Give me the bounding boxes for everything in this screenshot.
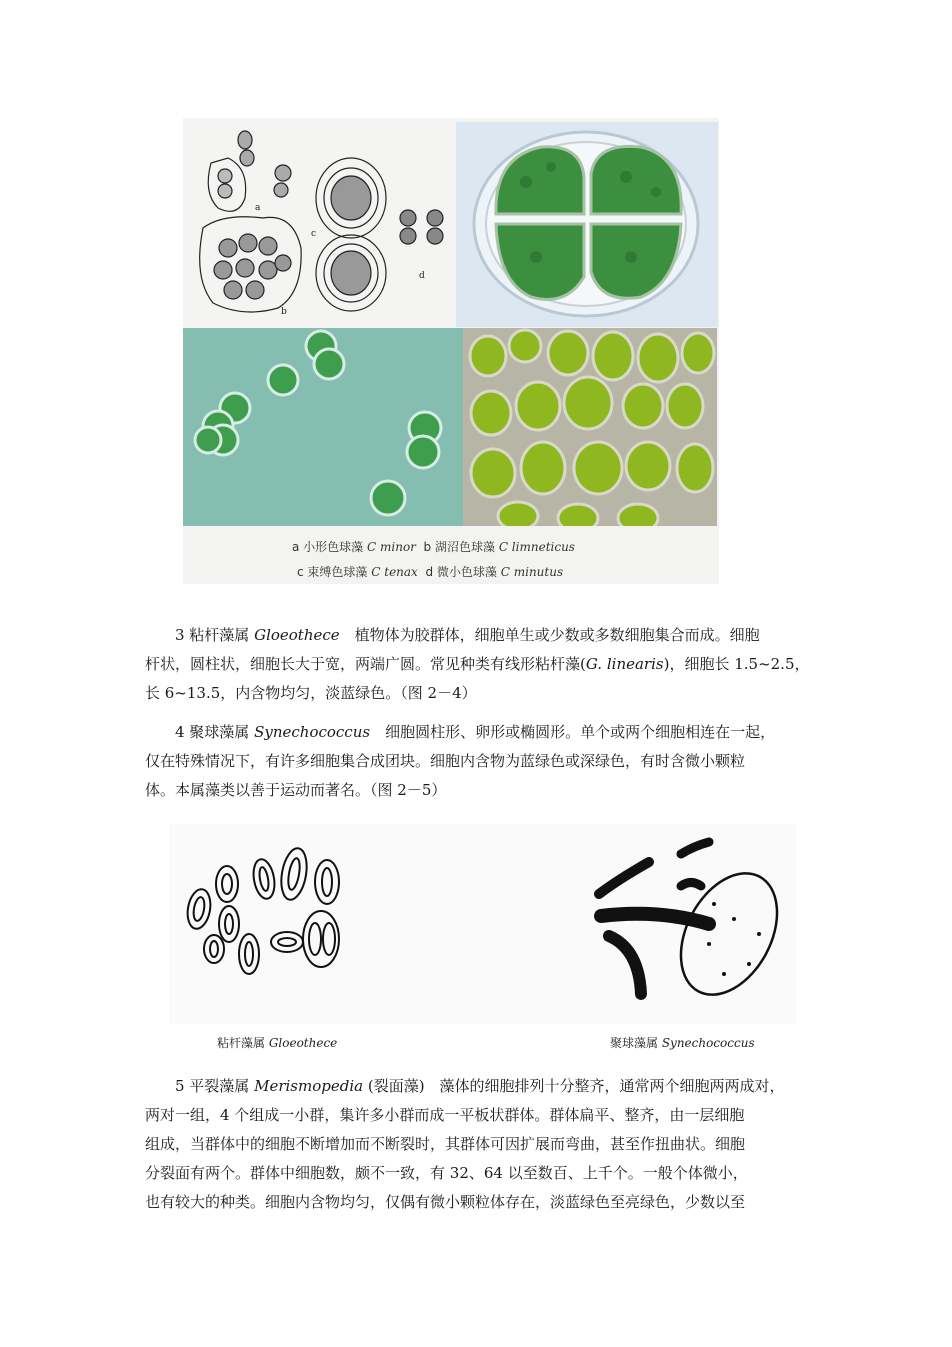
section3-line1: 3 粘杆藻属 Gloeothece 植物体为胶群体，细胞单生或少数或多数细胞集合而成。细胞 xyxy=(175,626,760,644)
section4-line3: 体。本属藻类以善于运动而著名。（图 2－5） xyxy=(145,781,447,799)
caption-c-label: c 束缚色球藻 xyxy=(297,565,368,579)
caption-d-label: d 微小色球藻 xyxy=(425,565,497,579)
section5-line1: 5 平裂藻属 Merismopedia (裂面藻) 藻体的细胞排列十分整齐，通常两个细胞两两成对， xyxy=(175,1077,785,1095)
section3-line2: 杆状，圆柱状，细胞长大于宽，两端广圆。常见种类有线形粘杆藻(G. linearis)，细胞长 1.5~2.5， xyxy=(145,655,810,673)
figure-line-drawing-chroococcus xyxy=(183,118,455,328)
section5-line3: 组成，当群体中的细胞不断增加而不断裂时，其群体可因扩展而弯曲，甚至作扭曲状。细胞 xyxy=(145,1135,746,1153)
panel-label-c: c xyxy=(311,229,317,239)
figure1-caption-line1 xyxy=(292,538,575,555)
panel-label-b: b xyxy=(281,307,287,317)
figure2-caption-left: 粘杆藻属 Gloeothece xyxy=(217,1036,338,1050)
figure-gloeothece-synechococcus xyxy=(169,824,796,1024)
section5-line5: 也有较大的种类。细胞内含物均匀，仅偶有微小颗粒体存在，淡蓝绿色至亮绿色，少数以至 xyxy=(145,1193,746,1211)
caption-b-latin: C limneticus xyxy=(498,540,575,554)
micrograph-four-cell-colony xyxy=(456,122,718,327)
section4-line2: 仅在特殊情况下，有许多细胞集合成团块。细胞内含物为蓝绿色或深绿色，有时含微小颗粒 xyxy=(145,752,746,770)
section4-line1: 4 聚球藻属 Synechococcus 细胞圆柱形、卵形或椭圆形。单个或两个细胞相连在一起， xyxy=(175,723,776,741)
section-merismopedia xyxy=(145,1072,813,1217)
panel-label-d: d xyxy=(419,271,425,281)
micrograph-dense-colony xyxy=(463,328,717,526)
figure2-caption-right: 聚球藻属 Synechococcus xyxy=(610,1036,755,1050)
caption-a-latin: C minor xyxy=(367,540,416,554)
panel-label-a: a xyxy=(255,203,261,213)
micrograph-paired-cells xyxy=(183,328,463,526)
section-gloeothece xyxy=(145,621,813,708)
caption-c-latin: C tenax xyxy=(371,565,418,579)
caption-b-label: b 湖沼色球藻 xyxy=(423,540,495,554)
section-synechococcus xyxy=(145,718,813,805)
figure1-caption-line2 xyxy=(297,563,563,580)
section3-line3: 长 6~13.5，内含物均匀，淡蓝绿色。（图 2－4） xyxy=(145,684,477,702)
caption-a-label: a 小形色球藻 xyxy=(292,540,364,554)
caption-d-latin: C minutus xyxy=(500,565,564,579)
section5-line4: 分裂面有两个。群体中细胞数，颇不一致，有 32、64 以至数百、上千个。一般个体微小， xyxy=(145,1164,748,1182)
section5-line2: 两对一组，4 个组成一小群，集许多小群而成一平板状群体。群体扁平、整齐，由一层细胞 xyxy=(145,1106,745,1124)
